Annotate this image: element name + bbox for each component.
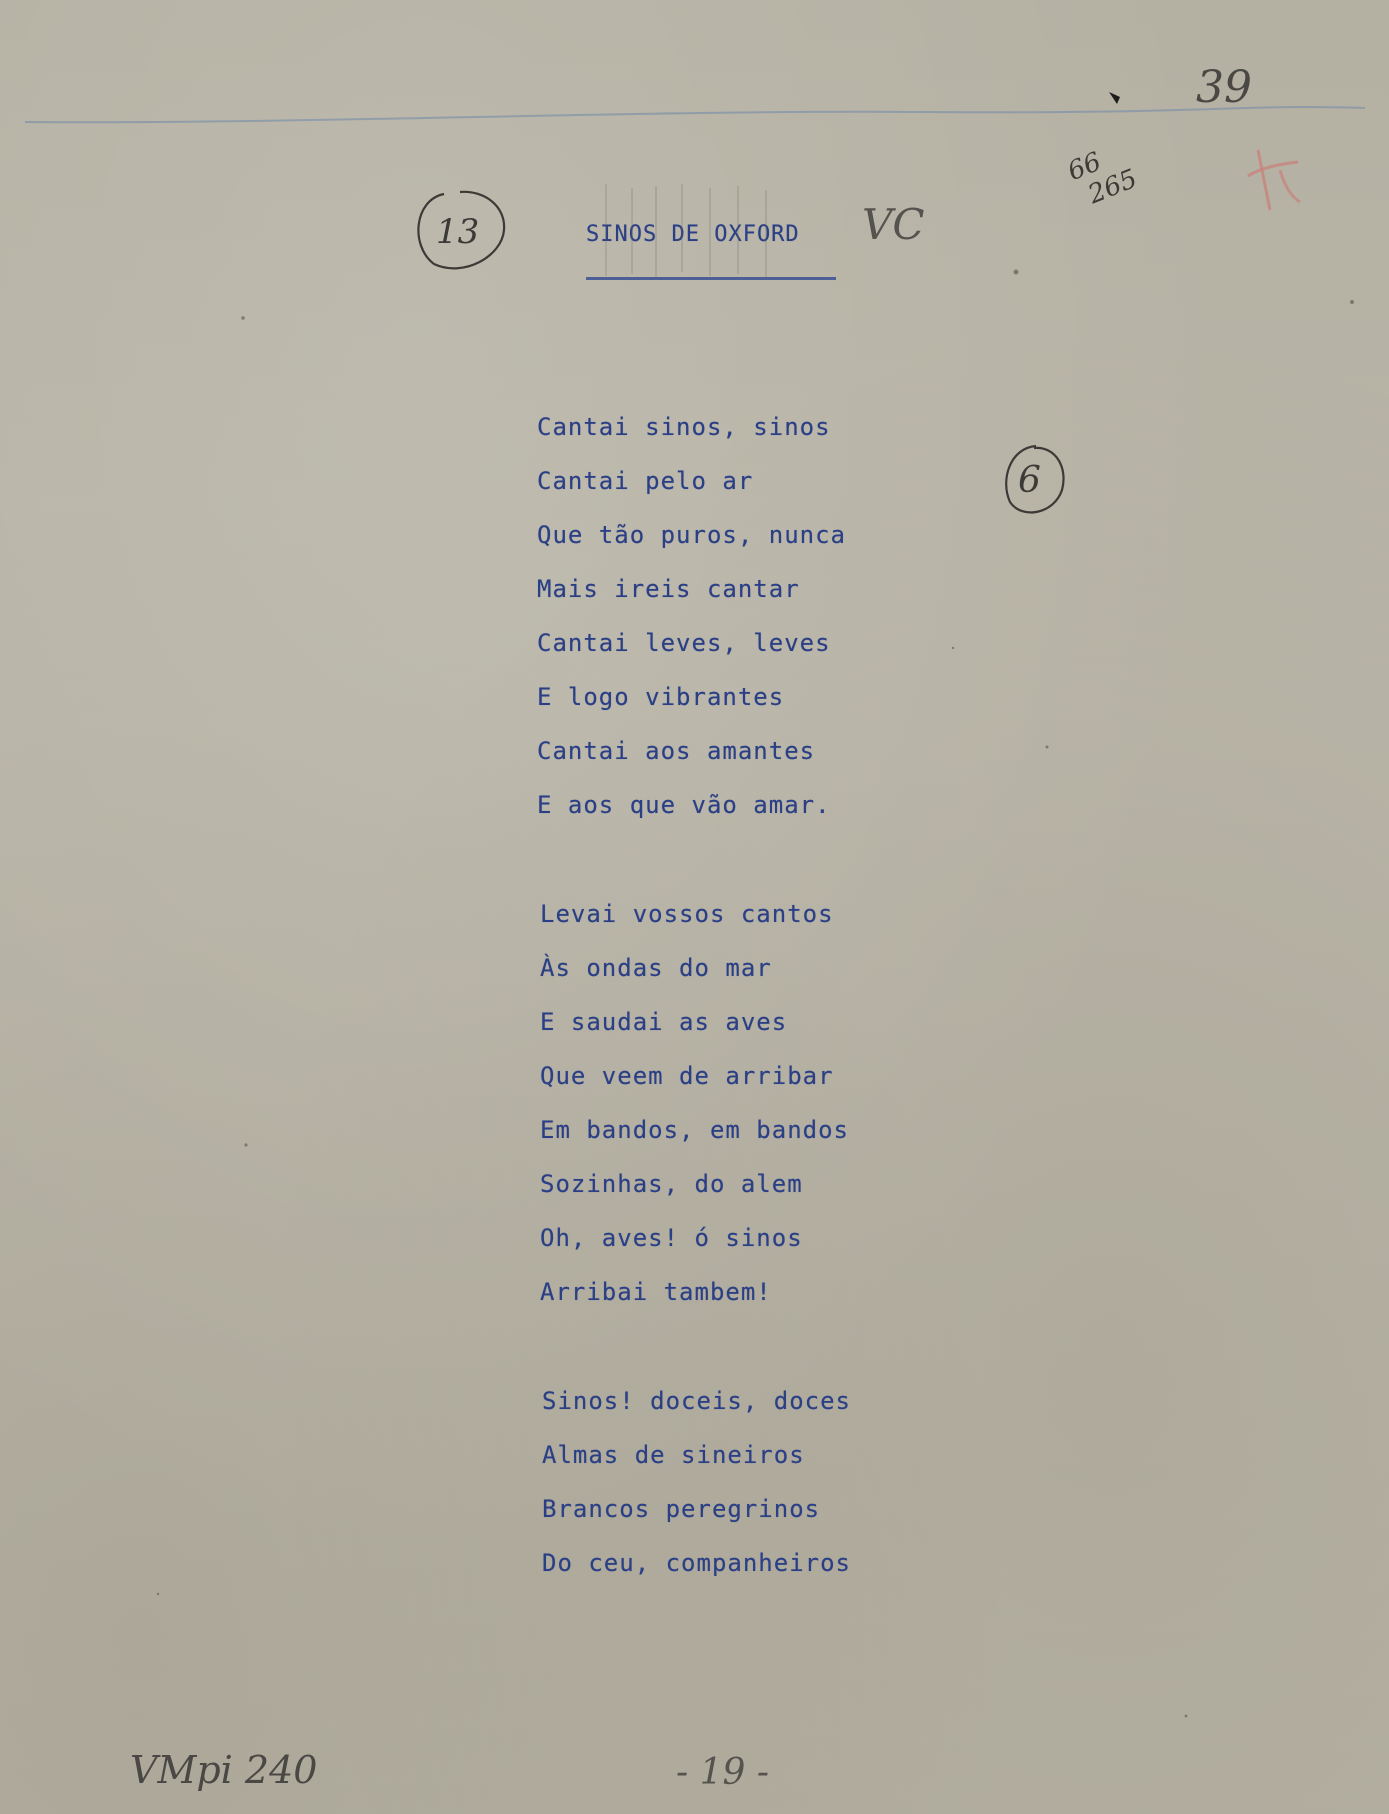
page-number: - 19 - [676,1752,770,1793]
verse-line: Em bandos, em bandos [540,1116,849,1144]
verse-line: Do ceu, companheiros [542,1549,851,1577]
verse-line: Cantai leves, leves [537,629,831,657]
verse-line: Às ondas do mar [540,954,772,982]
circled-number-left: 13 [436,212,480,252]
pencil-number-lower: 265 [1084,163,1142,211]
verse-line: Que veem de arribar [540,1062,834,1090]
verse-line: E aos que vão amar. [537,791,831,819]
verse-line: Arribai tambem! [540,1278,772,1306]
verse-line: Cantai pelo ar [537,467,754,495]
folio-number: 39 [1196,62,1252,113]
verse-line: E saudai as aves [540,1008,788,1036]
circled-number-right: 6 [1018,460,1041,501]
verse-line: Mais ireis cantar [537,575,800,603]
pencil-number-upper: 66 [1063,146,1106,188]
verse-line: Sozinhas, do alem [540,1170,803,1198]
verse-line: Brancos peregrinos [542,1495,821,1523]
verse-line: Sinos! doceis, doces [542,1387,851,1415]
verse-line: Que tão puros, nunca [537,521,846,549]
archive-note: VMpi 240 [130,1748,318,1792]
title-pencil-mark: VC [862,200,925,249]
verse-line: Oh, aves! ó sinos [540,1224,803,1252]
verse-line: E logo vibrantes [537,683,785,711]
verse-line: Cantai aos amantes [537,737,816,765]
verse-line: Almas de sineiros [542,1441,805,1469]
verse-line: Levai vossos cantos [540,900,834,928]
verse-line: Cantai sinos, sinos [537,413,831,441]
poem-title: SINOS DE OXFORD [586,222,800,247]
